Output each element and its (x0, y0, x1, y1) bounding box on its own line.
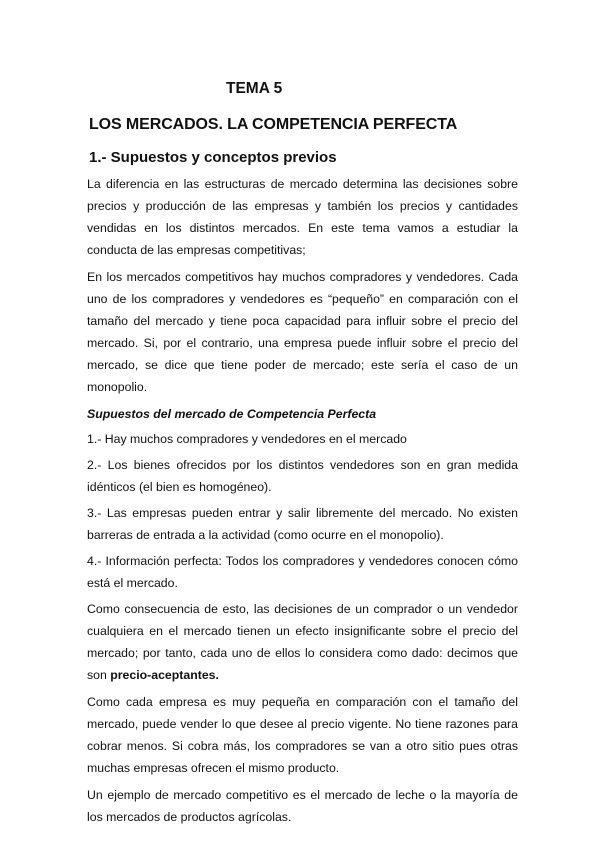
paragraph-consequence (87, 598, 518, 686)
section-heading: 1.- Supuestos y conceptos previos (89, 149, 337, 166)
paragraph-competitive-markets: En los mercados competitivos hay muchos compradores y vendedores. Cada uno de los compradores y vendedores es “pequeño” en comparación con el tamaño del mercado y tiene poca capacidad para influir sobre el precio del mercado. Si, por el contrario, una empresa puede influir sobre el precio del mercado, se dice que tiene poder de mercado; este sería el caso de un monopolio. (87, 270, 518, 394)
price-takers-term: precio-aceptantes. (110, 668, 219, 682)
paragraph-consequence-text: Como consecuencia de esto, las decisiones de un comprador o un vendedor cualquiera en el mercado tienen un efecto insignificante sobre el precio del mercado; por tanto, cada uno de ellos lo considera como dado: decimos que son (87, 602, 518, 682)
paragraph-small-firm: Como cada empresa es muy pequeña en comparación con el tamaño del mercado, puede vender lo que desee al precio vigente. No tiene razones para cobrar menos. Si cobra más, los compradores se van a otro sitio pues otras muchas empresas ofrecen el mismo producto. (87, 695, 518, 775)
assumption-item-2: 2.- Los bienes ofrecidos por los distintos vendedores son en gran medida idénticos (el bien es homogéneo). (87, 458, 518, 494)
document-body (87, 173, 518, 833)
topic-number: TEMA 5 (226, 80, 283, 97)
assumption-item-4: 4.- Información perfecta: Todos los compradores y vendedores conocen cómo está el mercado. (87, 554, 518, 590)
subheading-assumptions: Supuestos del mercado de Competencia Perfecta (87, 407, 377, 421)
chapter-title: LOS MERCADOS. LA COMPETENCIA PERFECTA (89, 116, 458, 133)
paragraph-example: Un ejemplo de mercado competitivo es el mercado de leche o la mayoría de los mercados de productos agrícolas. (87, 788, 518, 824)
assumption-item-3: 3.- Las empresas pueden entrar y salir libremente del mercado. No existen barreras de entrada a la actividad (como ocurre en el monopolio). (87, 506, 518, 542)
paragraph-market-structures: La diferencia en las estructuras de mercado determina las decisiones sobre precios y producción de las empresas y también los precios y cantidades vendidas en los distintos mercados. En este tema vamos a estudiar la conducta de las empresas competitivas; (87, 177, 518, 257)
assumption-item-1: 1.- Hay muchos compradores y vendedores en el mercado (87, 432, 407, 446)
